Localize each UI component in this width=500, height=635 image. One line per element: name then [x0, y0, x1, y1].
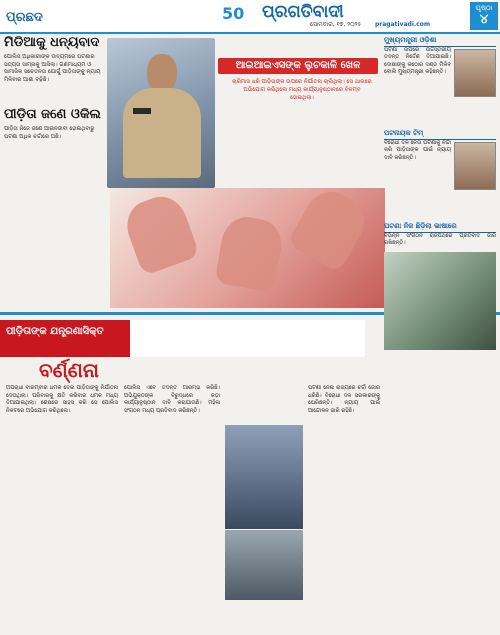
page-number: ୪	[479, 12, 489, 27]
right-text-2: ବିରୋଧୀ ଦଳ ନେତା ଘଟଣାକୁ ନିନ୍ଦା କରି ପୀଡ଼ିତାଙ୍କ ପାଇଁ ନ୍ୟାୟ ଦାବି କରିଛନ୍ତି।	[384, 140, 451, 161]
right-column	[384, 36, 496, 350]
portrait-photo-1	[454, 49, 496, 97]
left-column	[4, 36, 102, 141]
website-link[interactable]: pragativadi.com	[375, 21, 431, 28]
page-number-badge	[470, 2, 498, 30]
story-intro: ଚାରିମାସ ଧରି ପୀଡ଼ିତାଙ୍କ ଉପରେ ନିର୍ଯାତନା ଚାଲିଥିଲା। ସେ ଥାନାରେ ଅଭିଯୋଗ କରିଥିଲେ ମଧ୍ୟ କାର୍ଯ୍ୟାନୁଷ୍ଠାନରେ ବିଳମ୍ବ ହୋଇଥିଲା।	[232, 79, 372, 101]
illustration-image	[110, 188, 385, 308]
right-head-2: ପଟନାୟକ ଟିମ୍	[384, 129, 496, 140]
right-head-1: ମୁଖ୍ୟମନ୍ତ୍ରୀ ଓଡ଼ିଶା	[384, 36, 496, 47]
left-kicker-1: ମିଡିଆକୁ ଧନ୍ୟବାଦ	[4, 35, 100, 50]
main-story-col-1: ଅପରାଧୀ ବାରମ୍ବାର ଧମକ ଦେଇ ପୀଡ଼ିତାଙ୍କୁ ନିର୍ଯାତନା ଦେଉଥିଲା। ପରିବାରକୁ କ୍ଷତି କରିବାର ଧମକ ମଧ୍ୟ ଦିଆଯାଇଥିଲା। ଶେଷରେ ସାହସ କରି ସେ ପୋଲିସ ନିକଟରେ ଅଭିଯୋଗ କରିଥିଲେ।	[6, 385, 118, 414]
right-head-3: ଘଟଣା ନିଜ ଛିଡ଼ିଲା ଭାଷାରେ	[384, 222, 496, 233]
story-banner: ଆଇଆଇଏସଙ୍କ ଲୁଚକାଳି ଖେଳ	[218, 58, 378, 74]
right-text-1: ଘଟଣା ଉପରେ ଉଚ୍ଚସ୍ତରୀୟ ତଦନ୍ତ ନିର୍ଦ୍ଦେଶ ଦିଆଯାଇଛି। ଦୋଷୀଙ୍କୁ କଠୋର ଦଣ୍ଡ ମିଳିବ ବୋଲି ମୁଖ୍ୟମନ୍ତ୍ରୀ କହିଛନ୍ତି।	[384, 47, 451, 76]
main-story-title: ବର୍ଣ୍ଣନା	[39, 358, 99, 382]
right-text-3: ବିଭିନ୍ନ ସଂଗଠନ ରାଜପଥରେ ପ୍ରତିବାଦ ଜାରି ରଖିଛନ୍ତି।	[384, 233, 496, 247]
inset-photo-2	[225, 530, 303, 600]
left-kicker-2: ପୀଡ଼ିତା ଜଣେ ଓକିଲ	[4, 107, 101, 122]
section-label: ପ୍ରଛଦ	[6, 10, 43, 25]
portrait-photo-2	[454, 142, 496, 190]
left-text-1: ପୋଲିସ ଅଧିକାରୀଙ୍କ ଉଦ୍ୟମରେ ଘଟଣାର ସତ୍ୟତା ସାମ୍ନାକୁ ଆସିଲା। ଗଣମାଧ୍ୟମ ଓ ସାମାଜିକ ସଚେତନତା ଯୋଗୁଁ ପୀଡ଼ିତାଙ୍କୁ ନ୍ୟାୟ ମିଳିବାର ଆଶା ବଢ଼ିଛି।	[4, 54, 101, 83]
page-label: ପୃଷ୍ଠା	[475, 4, 493, 12]
page-header	[0, 0, 500, 34]
police-officer-photo	[107, 38, 215, 188]
main-story-band-right	[130, 320, 365, 357]
inset-photo-1	[225, 425, 303, 529]
main-story-band: ପୀଡ଼ିତାଙ୍କ ଯନ୍ତ୍ରଣାସିକ୍ତ	[0, 320, 130, 357]
main-story-col-2: ପୋଲିସ ଏବେ ତଦନ୍ତ ଆରମ୍ଭ କରିଛି। ଅଭିଯୁକ୍ତଙ୍କ ବିରୁଦ୍ଧରେ କଡ଼ା କାର୍ଯ୍ୟାନୁଷ୍ଠାନ ଦାବି କରାଯାଉଛି। ମହିଳା ସଂଗଠନ ମଧ୍ୟ ପ୍ରତିବାଦ କରିଛନ୍ତି।	[124, 385, 220, 414]
anniversary-logo: 50	[222, 4, 245, 23]
left-text-2: ପୀଡ଼ିତା ନିଜେ ଜଣେ ଆଇନଜୀବୀ ହୋଇଥିବାରୁ ଘଟଣା ଅଧିକ ଚର୍ଚ୍ଚାରେ ଅଛି।	[4, 126, 95, 140]
protest-photo	[384, 252, 496, 350]
masthead: ପ୍ରଗତିବାଦୀ	[262, 2, 344, 22]
date-line: ସୋମବାର, ୧୭, ୨୦୨୫	[310, 21, 362, 28]
main-story-col-3: ଘଟଣା ନେଇ ରାଜ୍ୟରେ ଚର୍ଚ୍ଚା ଜୋର ଧରିଛି। ବିରୋଧୀ ଦଳ ସରକାରଙ୍କୁ ଘେରିଛନ୍ତି। ନ୍ୟାୟ ପାଇଁ ଆନ୍ଦୋଳନ ଜାରି ରହିଛି।	[308, 385, 380, 414]
